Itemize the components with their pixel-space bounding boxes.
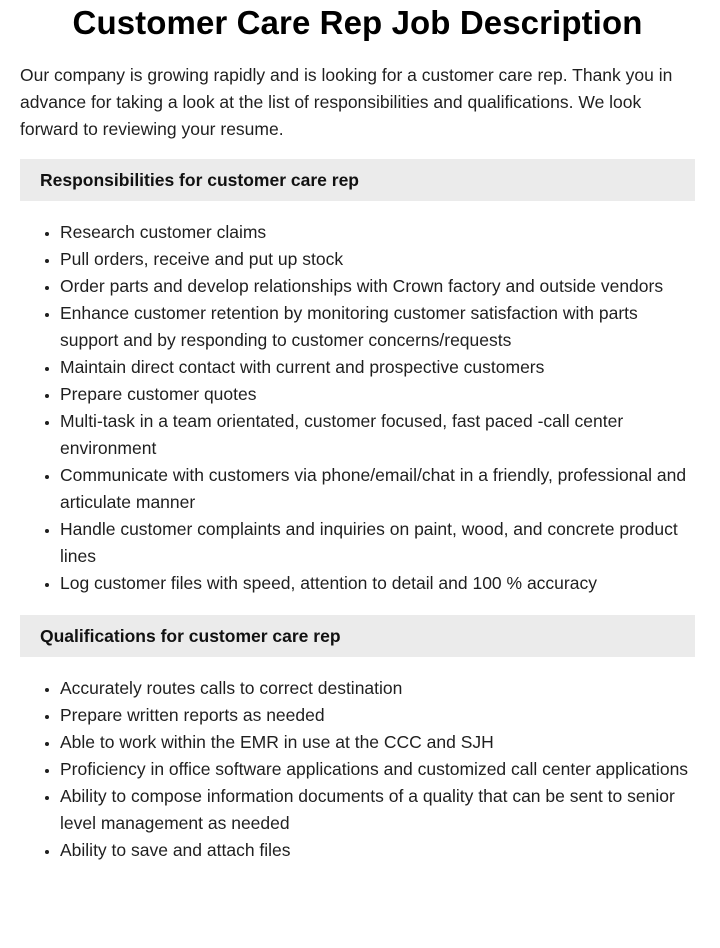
qualifications-header: Qualifications for customer care rep xyxy=(20,615,695,657)
responsibilities-list xyxy=(20,219,695,597)
list-item: • Prepare customer quotes xyxy=(60,381,695,408)
qualifications-list xyxy=(20,675,695,864)
list-item: • Able to work within the EMR in use at the CCC and SJH xyxy=(60,729,695,756)
page-title: Customer Care Rep Job Description xyxy=(72,4,643,41)
list-item: • Pull orders, receive and put up stock xyxy=(60,246,695,273)
intro-paragraph: Our company is growing rapidly and is looking for a customer care rep. Thank you in advance for taking a look at the list of responsibilities and qualifications. We look forward to reviewing your resume. xyxy=(20,65,673,139)
list-item: • Log customer files with speed, attention to detail and 100 % accuracy xyxy=(60,570,695,597)
list-item: • Proficiency in office software applications and customized call center applications xyxy=(60,756,695,783)
list-item: • Prepare written reports as needed xyxy=(60,702,695,729)
list-item: • Maintain direct contact with current and prospective customers xyxy=(60,354,695,381)
list-item: • Research customer claims xyxy=(60,219,695,246)
list-item: • Accurately routes calls to correct destination xyxy=(60,675,695,702)
list-item: • Handle customer complaints and inquiries on paint, wood, and concrete product lines xyxy=(60,516,695,570)
list-item: • Multi-task in a team orientated, customer focused, fast paced -call center environment xyxy=(60,408,695,462)
list-item: • Communicate with customers via phone/email/chat in a friendly, professional and articulate manner xyxy=(60,462,695,516)
list-item: • Ability to compose information documents of a quality that can be sent to senior level management as needed xyxy=(60,783,695,837)
responsibilities-header: Responsibilities for customer care rep xyxy=(20,159,695,201)
list-item: • Ability to save and attach files xyxy=(60,837,695,864)
list-item: • Order parts and develop relationships with Crown factory and outside vendors xyxy=(60,273,695,300)
list-item: • Enhance customer retention by monitoring customer satisfaction with parts support and by responding to customer concerns/requests xyxy=(60,300,695,354)
